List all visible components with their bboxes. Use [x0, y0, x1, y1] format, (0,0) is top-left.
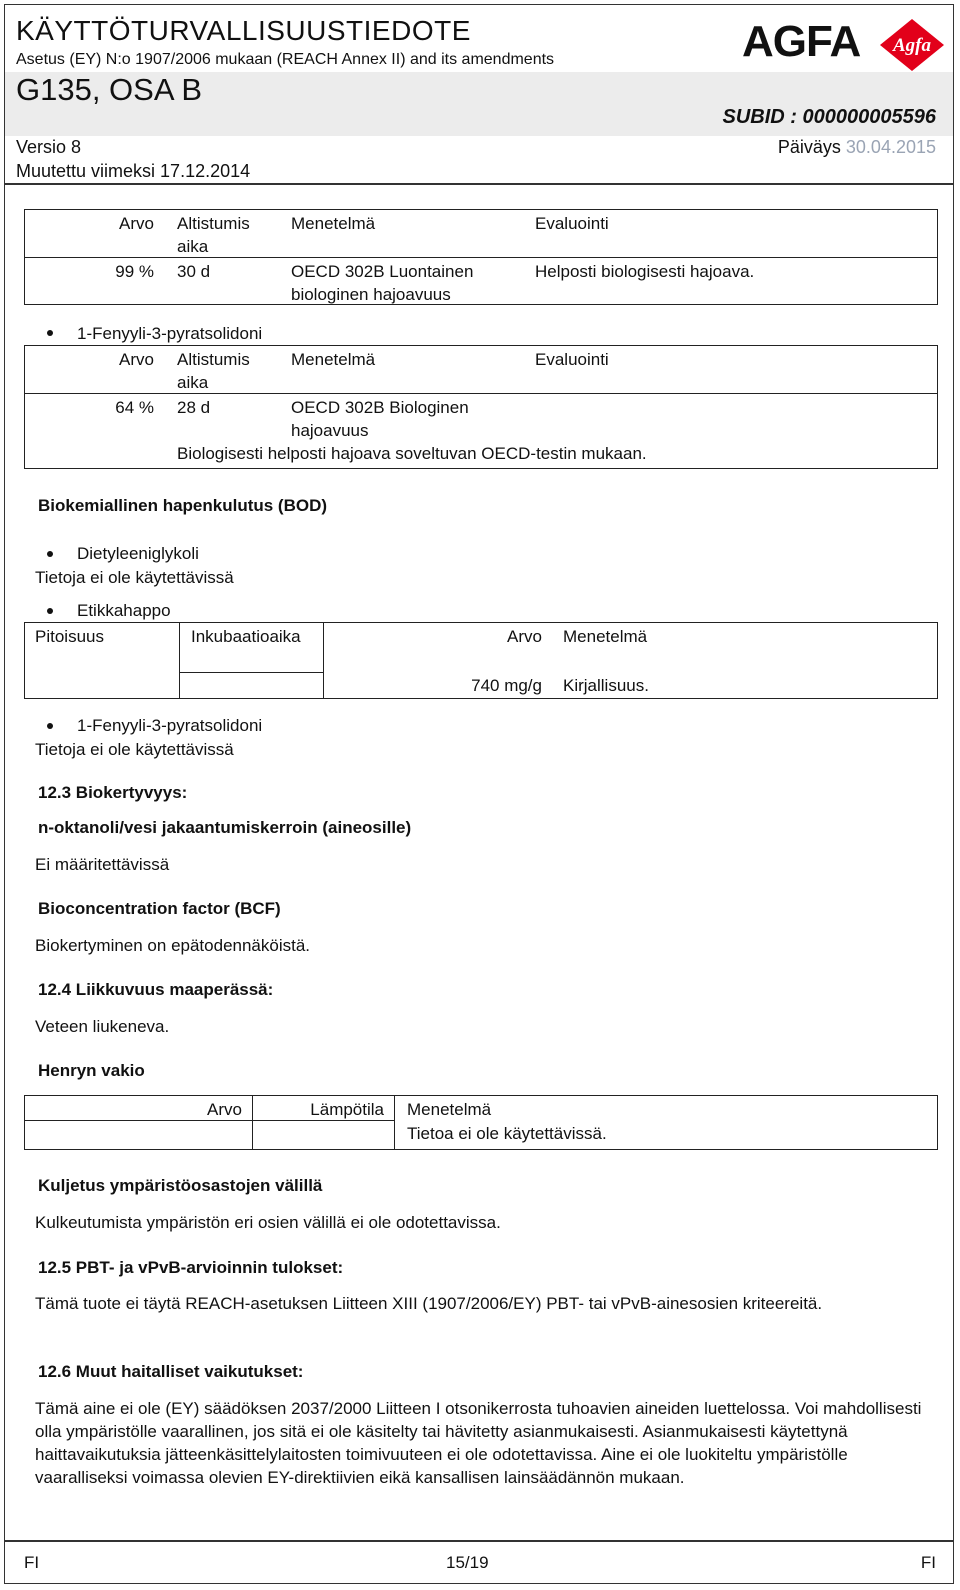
- table-cell: OECD 302B Luontainen biologinen hajoavuus: [291, 262, 474, 304]
- substance-name: Dietyleeniglykoli: [77, 544, 199, 563]
- subheading: Henryn vakio: [38, 1061, 145, 1080]
- modified-date: Muutettu viimeksi 17.12.2014: [16, 161, 251, 181]
- table-header: Arvo: [207, 1100, 242, 1119]
- table-header: Inkubaatioaika: [191, 627, 301, 646]
- table-note: Biologisesti helposti hajoava soveltuvan OECD-testin mukaan.: [177, 444, 647, 463]
- date-label: Päiväys: [777, 137, 841, 157]
- version: Versio 8: [16, 137, 82, 157]
- section-heading: 12.6 Muut haitalliset vaikutukset:: [38, 1362, 304, 1381]
- table-header: Evaluointi: [535, 350, 609, 369]
- agfa-wordmark: AGFA: [742, 17, 861, 66]
- table-cell: 28 d: [177, 398, 211, 417]
- table-cell: OECD 302B Biologinen hajoavuus: [291, 398, 469, 440]
- regulation-line: Asetus (EY) N:o 1907/2006 mukaan (REACH Annex II) and its amendments: [16, 51, 555, 68]
- bullet-icon: [47, 608, 53, 614]
- table-header: Lämpötila: [310, 1100, 384, 1119]
- table-divider: [323, 622, 324, 699]
- substance-name: 1-Fenyyli-3-pyratsolidoni: [77, 324, 263, 343]
- table-header: Altistumis aika: [177, 350, 250, 392]
- info-text: Tietoja ei ole käytettävissä: [35, 568, 234, 587]
- table-cell: Kirjallisuus.: [563, 676, 649, 695]
- table-cell: 99 %: [115, 262, 154, 281]
- table-header: Menetelmä: [291, 214, 376, 233]
- bullet-icon: [47, 723, 53, 729]
- date-value: 30.04.2015: [845, 137, 936, 157]
- table-header: Arvo: [119, 214, 154, 233]
- substance-name: 1-Fenyyli-3-pyratsolidoni: [77, 716, 263, 735]
- table-divider: [252, 1095, 253, 1150]
- info-text: Ei määritettävissä: [35, 855, 170, 874]
- header-rule: [5, 183, 953, 185]
- date-line: [778, 137, 936, 158]
- agfa-logo: [742, 17, 861, 66]
- table-header: Arvo: [507, 627, 542, 646]
- info-text: Veteen liukeneva.: [35, 1017, 170, 1036]
- subheading: n-oktanoli/vesi jakaantumiskerroin (aineosille): [38, 818, 412, 837]
- subheading: Bioconcentration factor (BCF): [38, 899, 281, 918]
- footer-language: FI: [920, 1553, 936, 1572]
- bullet-icon: [47, 551, 53, 557]
- agfa-badge-icon: [878, 17, 946, 73]
- table-divider: [24, 257, 938, 258]
- paragraph: Tämä tuote ei täytä REACH-asetuksen Liitteen XIII (1907/2006/EY) PBT- tai vPvB-ainesosien kriteereitä.: [35, 1294, 823, 1313]
- section-heading: 12.5 PBT- ja vPvB-arvioinnin tulokset:: [38, 1258, 344, 1277]
- table-cell: Helposti biologisesti hajoava.: [535, 262, 755, 281]
- table-note: Tietoa ei ole käytettävissä.: [407, 1124, 607, 1143]
- table-divider: [394, 1095, 395, 1150]
- info-text: Tietoja ei ole käytettävissä: [35, 740, 234, 759]
- product-name: G135, OSA B: [16, 72, 203, 107]
- table-header: Evaluointi: [535, 214, 609, 233]
- info-text: Kulkeutumista ympäristön eri osien välillä ei ole odotettavissa.: [35, 1213, 501, 1232]
- bullet-icon: [47, 330, 53, 336]
- table-divider: [179, 672, 324, 673]
- table-divider: [24, 393, 938, 394]
- table-divider: [179, 622, 180, 699]
- table-header: Menetelmä: [291, 350, 376, 369]
- subid: SUBID : 000000005596: [722, 106, 936, 128]
- table-header: Arvo: [119, 350, 154, 369]
- footer-language: FI: [24, 1553, 40, 1572]
- subheading: Kuljetus ympäristöosastojen välillä: [38, 1176, 323, 1195]
- substance-name: Etikkahappo: [77, 601, 171, 620]
- info-text: Biokertyminen on epätodennäköistä.: [35, 936, 311, 955]
- table-cell: 64 %: [115, 398, 154, 417]
- agfa-badge-text: Agfa: [893, 35, 931, 56]
- table-cell: 30 d: [177, 262, 211, 281]
- table-header: Menetelmä: [563, 627, 648, 646]
- section-heading: 12.3 Biokertyvyys:: [38, 783, 188, 802]
- page-number: 15/19: [446, 1553, 489, 1572]
- paragraph: Tämä aine ei ole (EY) säädöksen 2037/2000 Liitteen I otsonikerrosta tuhoavien aineiden luettelossa. Voi mahdollisesti olla ympäristölle vaarallinen, jos sitä ei ole käsitelty tai hävitetty asianmukaisesti. Asianmukaisesti käytettynä haittavaikutuksia jätteenkäsittelylaitosten toimivuuteen ei ole odotettavissa. Aine ei ole luokiteltu ympäristölle vaaralliseksi voimassa olevien EY-direktiivien eikä kansallisen lainsäädännön mukaan.: [35, 1399, 922, 1487]
- footer-rule: [5, 1540, 953, 1542]
- section-heading: 12.4 Liikkuvuus maaperässä:: [38, 980, 274, 999]
- table-header: Pitoisuus: [35, 627, 104, 646]
- document-title: KÄYTTÖTURVALLISUUSTIEDOTE: [16, 15, 471, 46]
- section-heading: Biokemiallinen hapenkulutus (BOD): [38, 496, 328, 515]
- table-header: Menetelmä: [407, 1100, 492, 1119]
- table-header: Altistumis aika: [177, 214, 250, 256]
- table-cell: 740 mg/g: [471, 676, 542, 695]
